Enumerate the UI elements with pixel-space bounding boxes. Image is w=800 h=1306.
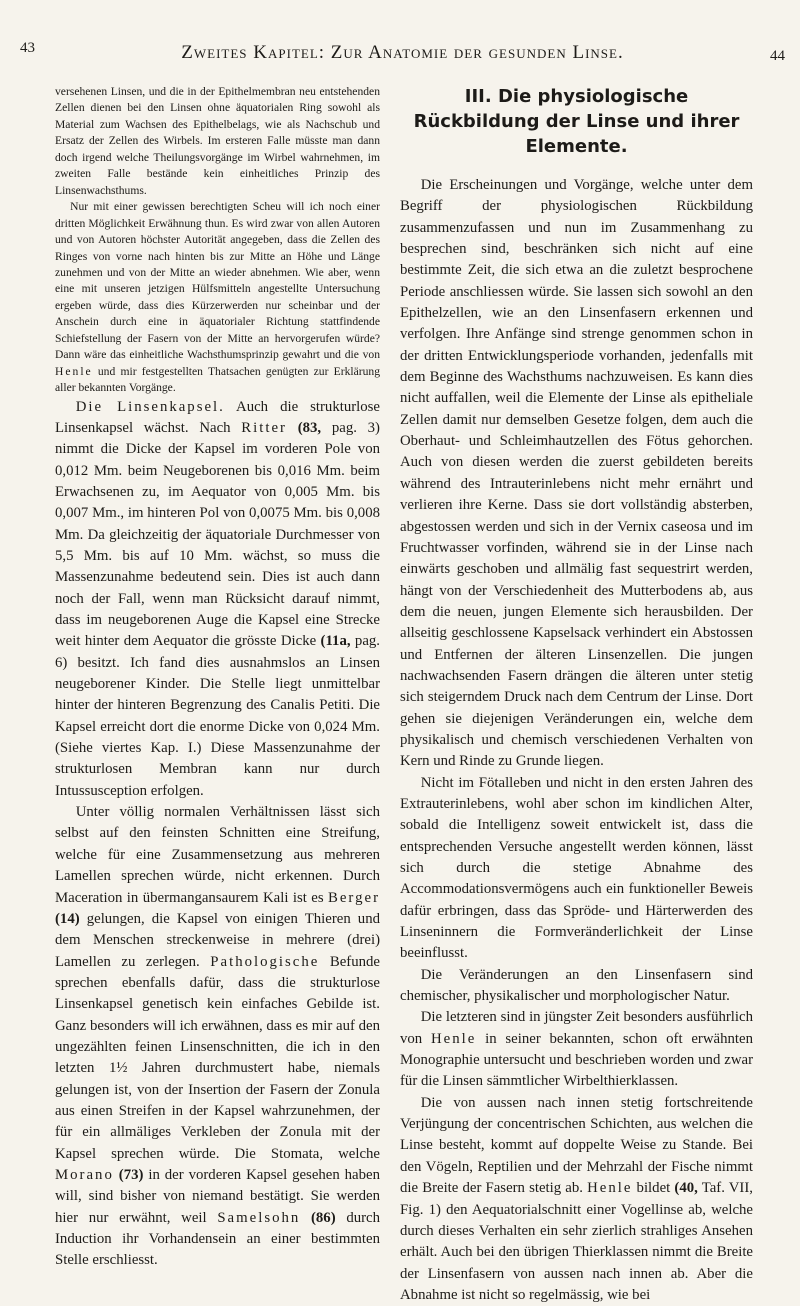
text: Unter völlig normalen Verhältnissen lässt sich selbst auf den feinsten Schnitten eine Streifung, welche für eine Zusammensetzung aus mehreren Lamellen sprechen würde, nicht erkennen. Durch Maceration in übermangansaurem Kali ist es: [55, 804, 380, 906]
reference: (11a,: [320, 633, 351, 650]
text: pag. 3) nimmt die Dicke der Kapsel im vorderen Pole von 0,012 Mm. beim Neugeborenen bis 0,016 Mm. beim Erwachsenen zu, im Aequator von 0,005 Mm. bis 0,007 Mm., im hinteren Pol von 0,0075 Mm. bis 0,008 Mm. Da gleichzeitig der äquatoriale Durchmesser von 5,5 Mm. bis auf 10 Mm. wächst, so muss die Massenzunahme bedeutend sein. Dies ist auch dann noch der Fall, wenn man Rücksicht darauf nimmt, dass im neugeborenen Auge die Kapsel eine Strecke weit hinter dem Aequator die grösste Dicke: [55, 419, 380, 650]
reference: (86): [310, 1209, 336, 1226]
page-number-left: 43: [20, 40, 35, 56]
author-name: Morano: [55, 1166, 114, 1183]
reference: (73): [118, 1166, 144, 1183]
reference: (14): [55, 910, 80, 927]
right-paragraph-5: [400, 1093, 753, 1306]
right-paragraph-2: Nicht im Fötalleben und nicht in den ersten Jahren des Extrauterinlebens, wohl aber schon im kindlichen Alter, sobald die Intelligenz soweit entwickelt ist, dass die entsprechenden Versuche angestellt werden können, lässt sich durch die stetige Abnahme des Accommodationsvermögens auch ein funktioneller Beweis dafür erbringen, dass das Spröde- und Härterwerden des Linseninnern die Formveränderlichkeit der Linse beeinflusst.: [400, 774, 753, 962]
author-name: Berger: [328, 889, 380, 906]
author-name: Henle: [587, 1180, 633, 1197]
author-name: Henle: [55, 364, 93, 378]
right-paragraph-1: Die Erscheinungen und Vorgänge, welche unter dem Begriff der physiologischen Rückbildung zusammenzufassen und nun im Zusammenhang zu besprechen sind, beschränken sich nicht auf eine bestimmte Zeit, die sich etwa an die zuletzt besprochene Periode anschliessen würde. Sie lassen sich sowohl an den Epithelzellen, wie an den Linsenfasern erkennen und verfolgen. Ihre Anfänge sind strenge genommen schon in der dritten Entwicklungsperiode vorhanden, jedenfalls mit dem Beginne des Wachsthums nachzuweisen. Es kann dies nicht auffallen, weil die Elemente der Linse als epitheliale Zellen damit nur demselben Gesetze folgen, dem auch die Oberhaut- und Schleimhautzellen des Fötus gehorchen. Auch von diesen werden die zuerst gebildeten bereits während des Intrauterinlebens nicht mehr ernährt und verlieren ihre Kerne. Dass sie dort vollständig absterben, abgestossen werden und sich in der Vernix caseosa und im Fruchtwasser vorfinden, während sie in der Linse nach einwärts geschoben und allmälig fast sequestrirt werden, hängt von der Verschiedenheit des Mutterbodens ab, aus dem die neuen, jungen Elemente sich herausbilden. Der allseitig geschlossene Kapselsack verhindert ein Abstossen und Entfernen der älteren Linsenzellen. Die jungen nachwachsenden Fasern drängen die älteren unter stetig sich steigerndem Druck nach dem Centrum der Linse. Dort gehen sie diejenigen Veränderungen ein, welche dem physikalisch und chemisch verschiedenen Verhalten von Kern und Rinde zu Grunde liegen.: [400, 177, 753, 770]
author-name: Samelsohn: [217, 1209, 301, 1226]
left-paragraph-4: [55, 802, 380, 1272]
author-name: Henle: [430, 1030, 477, 1047]
text: Die letzteren sind in jüngster Zeit besonders ausführlich von: [400, 1009, 753, 1047]
right-paragraph-4: [400, 1007, 753, 1092]
left-paragraph-2: [55, 199, 380, 396]
left-column: [55, 84, 380, 1272]
reference: (40,: [674, 1180, 698, 1197]
text: pag. 6) besitzt. Ich fand dies ausnahmslos an Linsen neugeborener Kinder. Die Stelle liegt unmittelbar hinter der hinteren Begrenzung des Canalis Petiti. Die Kapsel erreicht dort die enorme Dicke von 0,024 Mm. (Siehe viertes Kap. I.) Diese Massenzunahme der strukturlosen Membran kann nur durch Intussusception erfolgen.: [55, 633, 380, 799]
right-column: [400, 84, 753, 1306]
text: bildet: [632, 1180, 675, 1197]
left-paragraph-3: [55, 397, 380, 803]
text: und mir festgestellten Thatsachen genügten zur Erklärung aller bekannten Vorgänge.: [55, 364, 380, 395]
text: in seiner bekannten, schon oft erwähnten Monographie untersucht und beschrieben worden und zwar für die Linsen sämmtlicher Wirbelthierklassen.: [400, 1030, 753, 1090]
text: Auch die strukturlose Linsenkapsel wächst. Nach: [55, 398, 381, 436]
text: Nur mit einer gewissen berechtigten Scheu will ich noch einer dritten Möglichkeit Erwähnung thun. Es wird zwar von allen Autoren und von Autoren höchster Autorität angegeben, dass die Zellen des Ringes von vorne nach hinten bis zur Mitte an Höhe und Länge zunehmen und von der Mitte an wieder abnehmen. Wie aber, wenn eine mit unseren jetzigen Hülfsmitteln angestellte Untersuchung ergeben würde, dass dies Kürzerwerden nur scheinbar und der Anschein durch eine in äquatorialer Richtung stattfindende Schiefstellung der Fasern von der Mitte an hervorgerufen würde? Dann wäre das einheitliche Wachsthumsprinzip gewahrt und die von: [55, 200, 380, 362]
text: durch Induction ihr Vorhandensein an einer bestimmten Stelle erschliesst.: [55, 1209, 381, 1269]
page-header: [20, 36, 785, 66]
spaced-term: Pathologische: [210, 953, 320, 970]
running-title: Zweites Kapitel: Zur Anatomie der gesunden Linse.: [181, 42, 624, 63]
text: Befunde sprechen ebenfalls dafür, dass die strukturlose Linsenkapsel genetisch kein einfaches Gebilde ist. Ganz besonders will ich erwähnen, dass es mir auf den ungezählten feinen Linsenschnitten, die ich in den letzten 1½ Jahren durchmustert habe, niemals gelungen ist, von der Insertion der Fasern der Zonula aus einen Streifen in der Kapsel wahrzunehmen, der für ein allmäliges Verkleben der Zonula mit der Kapsel sprechen würde. Die Stomata, welche: [55, 953, 381, 1162]
reference: (83,: [297, 419, 322, 436]
paragraph-heading: Die Linsenkapsel.: [75, 398, 225, 415]
page-number-right: 44: [770, 48, 785, 64]
text: gelungen, die Kapsel von einigen Thieren und dem Menschen streckenweise in mehrere (drei) Lamellen zu zerlegen.: [55, 910, 380, 970]
text: Die von aussen nach innen stetig fortschreitende Verjüngung der concentrischen Schichten, aus welchen die Linse besteht, kommt auf doppelte Weise zu Stande. Bei den Vögeln, Reptilien und der Mehrzahl der Fische nimmt die Breite der Fasern stetig ab.: [400, 1094, 753, 1197]
section-title: III. Die physiologische Rückbildung der Linse und ihrer Elemente.: [413, 86, 740, 157]
right-paragraph-3: Die Veränderungen an den Linsenfasern sind chemischer, physikalischer und morphologischer Natur.: [400, 966, 753, 1005]
author-name: Ritter: [241, 419, 287, 436]
left-paragraph-1: versehenen Linsen, und die in der Epithelmembran neu entstehenden Zellen dienen bei den Linsen ohne äquatorialen Ring sowohl als Material zum Wachsen des Epithelbelags, wie als Nachschub und Ersatz der Zellen des Wirbels. Im ersteren Falle müsste man dann doch irgend welche Theilungsvorgänge im Wirbel wahrnehmen, im zweiten Falle bestände kein einheitliches Prinzip des Linsenwachsthums.: [55, 85, 380, 197]
text: Taf. VII, Fig. 1) den Aequatorialschnitt einer Vogellinse ab, welche durch dieses Verhalten ein sehr zierlich strahliges Ansehen erhält. Auch bei den übrigen Thierklassen nimmt die Breite der Linsenfasern von aussen nach innen ab. Aber die Abnahme ist nicht so regelmässig, wie bei: [400, 1180, 753, 1303]
text: in der vorderen Kapsel gesehen haben will, sind bisher von niemand bestätigt. Sie werden hier nur erwähnt, weil: [55, 1166, 380, 1226]
